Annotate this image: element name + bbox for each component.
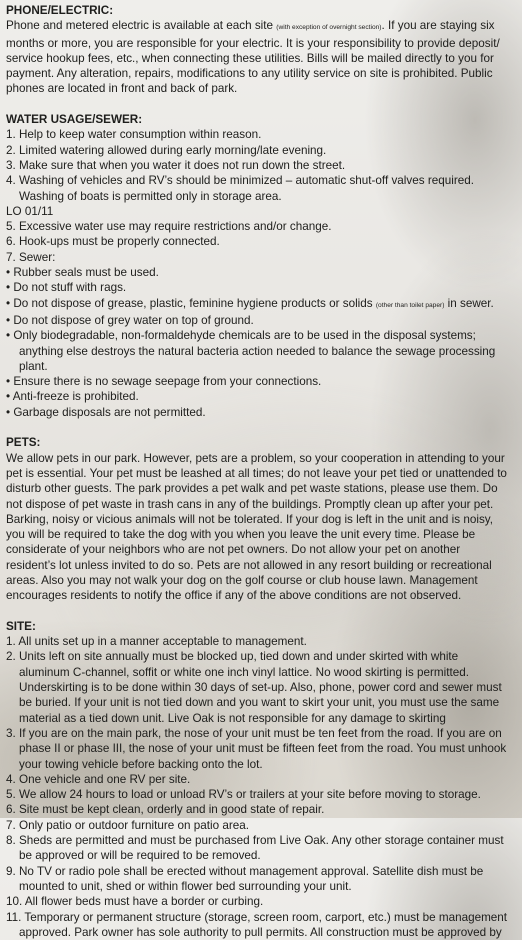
list-item: • Ensure there is no sewage seepage from your connections.	[6, 375, 322, 389]
list-item: 8. Sheds are permitted and must be purchased from Live Oak. Any other storage container must be approved or will be required to be removed.	[6, 834, 504, 863]
site-section	[6, 619, 511, 940]
list-item: 1. All units set up in a manner acceptable to management.	[6, 635, 307, 649]
water-sewer-heading: WATER USAGE/SEWER:	[6, 113, 143, 127]
pets-paragraph: We allow pets in our park. However, pets are a problem, so your cooperation in attending to your pet is essential. Your pet must be leashed at all times; do not leave your pet tied or unattended to disturb other guests. The park provides a pet walk and pet waste stations, please use them. Do not dispose of pet waste in trash cans in any of the buildings. Promptly clean up after your pet. Barking, noisy or vicious animals will not be tolerated. If your dog is left in the unit and is noisy, you will be required to take the dog with you when you leave the unit every time. Please be considerate of your neighbors who are not pet owners. Do not allow your pet on another resident’s lot unless invited to do so. Pets are not allowed in any resort building or recreational areas. Also you may not walk your dog on the golf course or club house lawn. Management encourages residents to notify the office if any of the above conditions are not observed.	[6, 451, 507, 603]
rules-document	[6, 3, 511, 940]
list-item: • Rubber seals must be used.	[6, 266, 159, 280]
list-item: 4. One vehicle and one RV per site.	[6, 772, 191, 786]
water-sewer-list	[6, 127, 511, 420]
list-item	[6, 296, 511, 313]
site-heading: SITE:	[6, 619, 36, 633]
list-item: 7. Only patio or outdoor furniture on patio area.	[6, 818, 249, 832]
phone-electric-note: (with exception of overnight section)	[276, 24, 382, 32]
list-item: • Garbage disposals are not permitted.	[6, 405, 206, 419]
list-item: 6. Hook-ups must be properly connected.	[6, 235, 220, 249]
list-item: 5. We allow 24 hours to load or unload RV’s or trailers at your site before moving to storage.	[6, 788, 481, 802]
list-item: • Do not stuff with rags.	[6, 281, 127, 295]
list-item: 10. All flower beds must have a border or curbing.	[6, 895, 264, 909]
section-spacer	[6, 420, 511, 435]
list-item: • Anti-freeze is prohibited.	[6, 390, 139, 404]
list-item: 11. Temporary or permanent structure (storage, screen room, carport, etc.) must be management approved. Park owner has sole authority to pull permits. All construction must be approved by	[6, 910, 508, 939]
site-list	[6, 634, 511, 940]
pets-section	[6, 435, 511, 603]
phone-electric-section	[6, 3, 511, 97]
water-sewer-section	[6, 112, 511, 420]
list-item: LO 01/11	[6, 204, 54, 218]
list-item: 6. Site must be kept clean, orderly and in good state of repair.	[6, 803, 325, 817]
list-item: 3. Make sure that when you water it does not run down the street.	[6, 158, 346, 172]
list-item: 4. Washing of vehicles and RV’s should be minimized – automatic shut-off valves required.	[6, 174, 474, 188]
phone-electric-paragraph	[6, 18, 511, 96]
list-item: 2. Units left on site annually must be blocked up, tied down and under skirted with white aluminum C-channel, soffit or white one inch vinyl lattice. No wood skirting is permitted. Underskirting is to be done within 30 days of set-up. Also, phone, power cord and sewer must be buried. If your unit is not tied down and you want to skirt your unit, you must use the same material as a tied down unit. Live Oak is not responsible for any damage to skirting	[6, 650, 502, 725]
list-item: 9. No TV or radio pole shall be erected without management approval. Satellite dish must be mounted to unit, shed or within flower bed surrounding your unit.	[6, 864, 484, 893]
dispose-text-a: • Do not dispose of grease, plastic, feminine hygiene products or solids	[6, 296, 376, 310]
section-spacer	[6, 97, 511, 112]
phone-electric-heading: PHONE/ELECTRIC:	[6, 4, 114, 17]
list-item: • Do not dispose of grey water on top of ground.	[6, 313, 254, 327]
phone-electric-text-b: . If you are staying six months or more, you are responsible for your electric. It is your responsibility to provide deposit/ service hookup fees, etc., when connecting these utilities. Bills will be mailed directly to you for payment. Any alteration, repairs, modifications to any utility service on site is prohibited. Public phones are located in front and back of park.	[6, 19, 500, 96]
phone-electric-text-a: Phone and metered electric is available at each site	[6, 19, 277, 33]
pets-heading: PETS:	[6, 436, 41, 450]
list-item: 2. Limited watering allowed during early morning/late evening.	[6, 143, 327, 157]
list-item: 3. If you are on the main park, the nose of your unit must be ten feet from the road. If you are on phase II or phase III, the nose of your unit must be fifteen feet from the road. You must unhook your towing vehicle before backing onto the lot.	[6, 726, 507, 771]
dispose-text-b: in sewer.	[444, 296, 494, 310]
list-item: 5. Excessive water use may require restrictions and/or change.	[6, 220, 332, 234]
list-item: • Only biodegradable, non-formaldehyde chemicals are to be used in the disposal systems; anything else destroys the natural bacteria action needed to balance the sewage processing plant.	[6, 329, 496, 373]
dispose-note: (other than toilet paper)	[375, 301, 445, 309]
list-item: 1. Help to keep water consumption within reason.	[6, 128, 262, 142]
section-spacer	[6, 604, 511, 619]
list-item: Washing of boats is permitted only in storage area.	[19, 189, 282, 203]
list-item: 7. Sewer:	[6, 250, 56, 264]
